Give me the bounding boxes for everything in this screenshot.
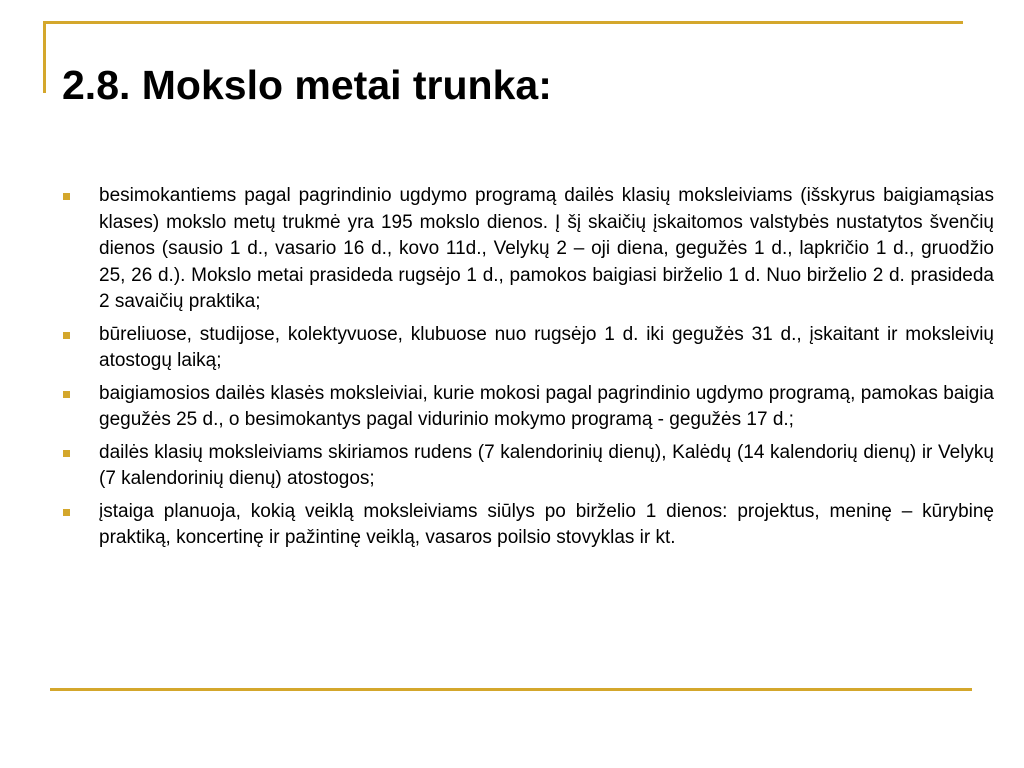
- square-bullet-icon: [63, 391, 70, 398]
- bullet-text: būreliuose, studijose, kolektyvuose, klubuose nuo rugsėjo 1 d. iki gegužės 31 d., įskaitant ir moksleivių atostogų laiką;: [99, 323, 994, 371]
- square-bullet-icon: [63, 450, 70, 457]
- bullet-text: besimokantiems pagal pagrindinio ugdymo programą dailės klasių moksleiviams (išskyrus baigiamąsias klases) mokslo metų trukmė yra 195 mokslo dienos. Į šį skaičių įskaitomos valstybės nustatytos švenčių dienos (sausio 1 d., vasario 16 d., kovo 11d., Velykų 2 – oji diena, gegužės 1 d., lapkričio 1 d., gruodžio 25, 26 d.). Mokslo metai prasideda rugsėjo 1 d., pamokos baigiasi birželio 1 d. Nuo birželio 2 d. prasideda 2 savaičių praktika;: [99, 185, 994, 312]
- slide-title: 2.8. Mokslo metai trunka:: [62, 62, 552, 108]
- bullet-list: [63, 183, 994, 558]
- top-border-line: [43, 21, 963, 24]
- bullet-item: [63, 183, 994, 316]
- bullet-item: [63, 322, 994, 375]
- bullet-item: [63, 499, 994, 552]
- bullet-item: [63, 440, 994, 493]
- left-border-line: [43, 21, 46, 93]
- square-bullet-icon: [63, 193, 70, 200]
- bottom-border-line: [50, 688, 972, 691]
- square-bullet-icon: [63, 509, 70, 516]
- bullet-text: dailės klasių moksleiviams skiriamos rudens (7 kalendorinių dienų), Kalėdų (14 kalendorių dienų) ir Velykų (7 kalendorinių dienų) atostogos;: [99, 441, 994, 489]
- bullet-item: [63, 381, 994, 434]
- square-bullet-icon: [63, 332, 70, 339]
- bullet-text: įstaiga planuoja, kokią veiklą moksleiviams siūlys po birželio 1 dienos: projektus, meninę – kūrybinę praktiką, koncertinę ir pažintinę veiklą, vasaros poilsio stovyklas ir kt.: [99, 500, 994, 548]
- bullet-text: baigiamosios dailės klasės moksleiviai, kurie mokosi pagal pagrindinio ugdymo programą, pamokas baigia gegužės 25 d., o besimokantys pagal vidurinio mokymo programą - gegužės 17 d.;: [99, 382, 994, 430]
